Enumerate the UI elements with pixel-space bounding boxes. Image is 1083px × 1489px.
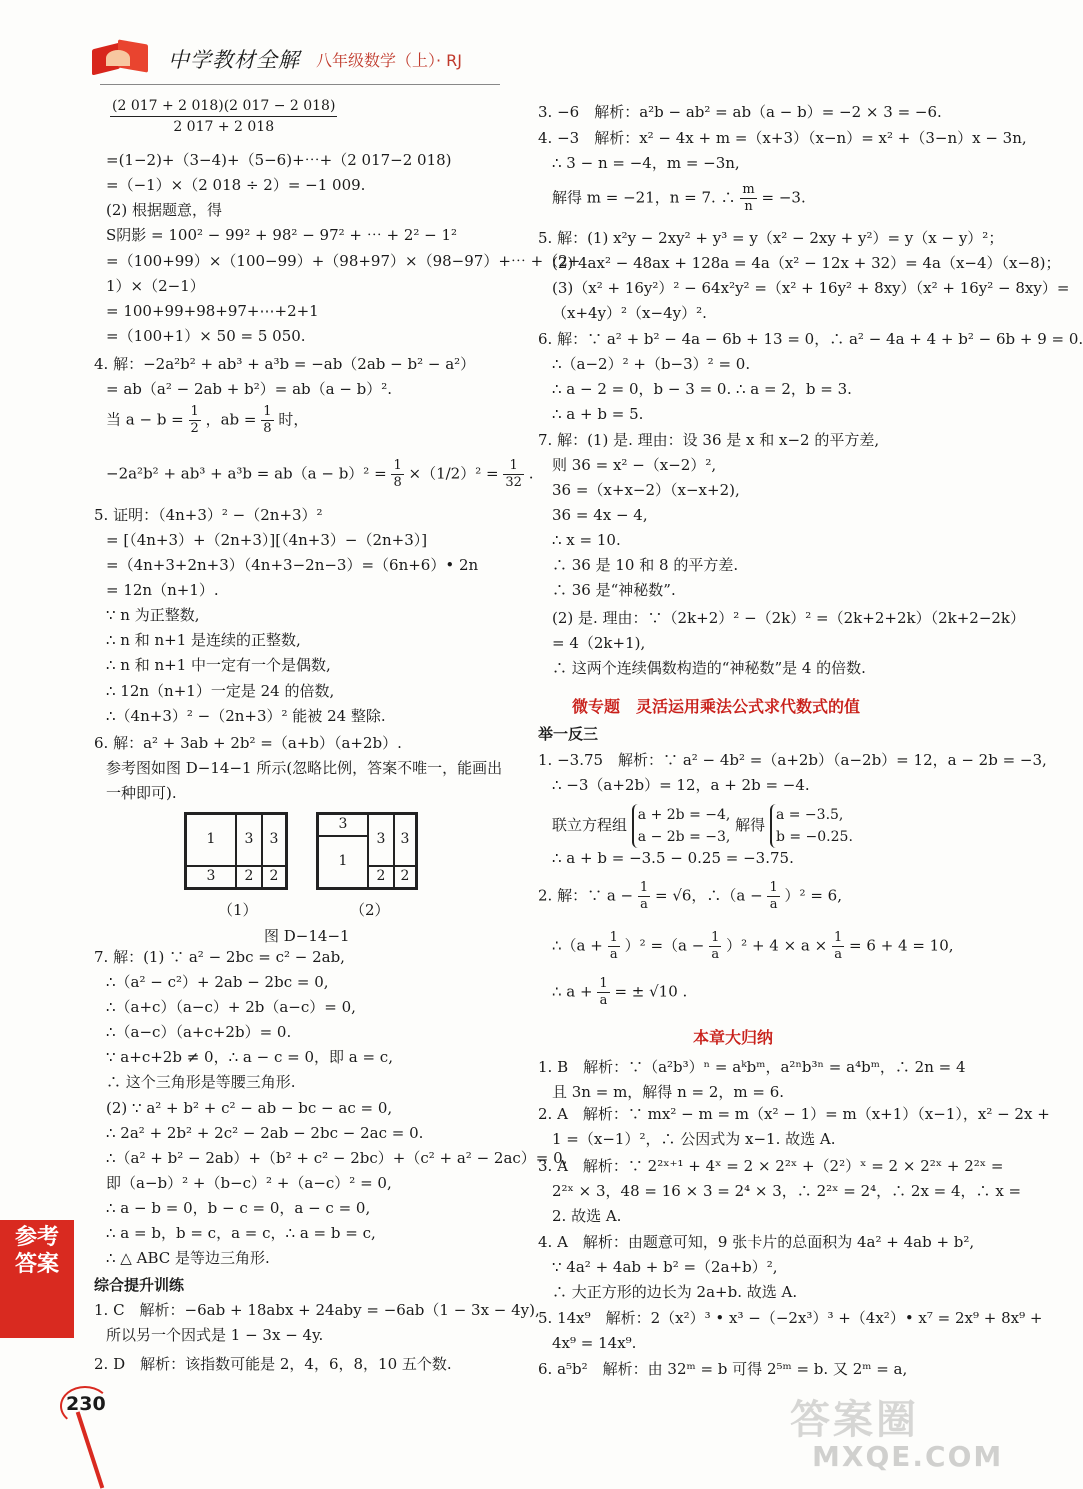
book-title: 中学教材全解 [168, 48, 300, 72]
text-line: ∴ 这两个连续偶数构造的“神秘数”是 4 的倍数. [552, 659, 866, 677]
figure-cell: 3 [186, 866, 236, 888]
figure-cell: 1 [186, 814, 236, 866]
figure-2 [316, 812, 418, 890]
equation-system: 联立方程组 a + 2b = −4, a − 2b = −3, 解得 a = −3.5, b = −0.25. [538, 804, 853, 848]
text-line: 5. 证明：（4n+3）² −（2n+3）² [94, 506, 323, 524]
text-line: 3. A 解析：∵ 2²ˣ⁺¹ + 4ˣ = 2 × 2²ˣ +（2²）ˣ = 2 × 2²ˣ + 2²ˣ = [538, 1157, 1004, 1175]
fraction-line: ∴ a + $\frac{1}{a}$ = ± √10 . [552, 976, 688, 1008]
text-line: 1 =（x−1）²，∴ 公因式为 x−1. 故选 A. [552, 1130, 836, 1148]
text-line: 4. −3 解析：x² − 4x + m =（x+3）（x−n）= x² +（3−n）x − 3n, [538, 129, 1027, 147]
text-line: ∴ a + b = 5. [552, 405, 644, 423]
fraction-line: 2. 解：∵ a − $\frac{1}{a}$ = √6，∴（a − $\frac{1}{a}$ ）² = 6, [538, 880, 842, 912]
text-line: = 4（2k+1), [552, 634, 646, 652]
text-line: ∴ x = 10. [552, 531, 621, 549]
text-line: 6. 解：a² + 3ab + 2b² =（a+b）（a+2b）. [94, 734, 402, 752]
figure-cell: 3 [394, 814, 416, 866]
page-header [0, 0, 1000, 90]
fraction-line: 当 a − b = $\frac{1}{2}$ ，ab = $\frac{1}{8}$ 时， [106, 404, 309, 436]
text-line: 2. A 解析：∵ mx² − m = m（x² − 1）= m（x+1）（x−1），x² − 2x + [538, 1105, 1050, 1123]
text-line: 且 3n = m，解得 n = 2，m = 6. [552, 1083, 785, 1101]
text-line: 4x⁹ = 14x⁹. [552, 1334, 637, 1352]
chapter-summary-title: 本章大归纳 [693, 1028, 774, 1047]
text-line: 则 36 = x² −（x−2）², [552, 456, 717, 474]
text-line: (2) 是. 理由：∵（2k+2）² −（2k）² =（2k+2+2k）（2k+2−2k） [552, 609, 1026, 627]
text-line: = 12n（n+1）. [106, 581, 219, 599]
section-heading: 综合提升训练 [94, 1276, 185, 1294]
text-line: ∴ a + b = −3.5 − 0.25 = −3.75. [552, 849, 794, 867]
figure-cell: 3 [318, 814, 368, 836]
micro-topic-title: 微专题 灵活运用乘法公式求代数式的值 [572, 697, 861, 716]
text-line: ∴ a − b = 0，b − c = 0，a − c = 0, [106, 1199, 371, 1217]
text-line: 即（a−b）² +（b−c）² +（a−c）² = 0, [106, 1174, 392, 1192]
text-line: 所以另一个因式是 1 − 3x − 4y. [106, 1326, 324, 1344]
text-line: 2²ˣ × 3，48 = 16 × 3 = 2⁴ × 3，∴ 2²ˣ = 2⁴，∴ 2x = 4，∴ x = [552, 1182, 1022, 1200]
text-line: ∴ a = b，b = c，a = c，∴ a = b = c, [106, 1224, 376, 1242]
text-line: 2. D 解析：该指数可能是 2，4，6，8，10 五个数. [94, 1355, 452, 1373]
text-line: ∴ n 和 n+1 是连续的正整数, [106, 631, 301, 649]
text-line: =(1−2)+（3−4)+（5−6)+⋯+（2 017−2 018) [106, 151, 452, 169]
text-line: 5. 14x⁹ 解析：2（x²）³ • x³ −（−2x³）³ +（4x²）• x⁷ = 2x⁹ + 8x⁹ + [538, 1309, 1043, 1327]
text-line: 36 =（x+x−2）（x−x+2), [552, 481, 740, 499]
text-line: 7. 解：(1) 是. 理由：设 36 是 x 和 x−2 的平方差, [538, 431, 880, 449]
text-line: ∴（a−2）² +（b−3）² = 0. [552, 355, 751, 373]
text-line: =（100+99）×（100−99）+（98+97）×（98−97）+⋯ +（2+ [106, 252, 581, 270]
figure-label: （1） [218, 901, 258, 919]
fraction-numerator: (2 017 + 2 018)(2 017 − 2 018) [110, 96, 337, 117]
text-line: 6. a⁵b² 解析：由 32ᵐ = b 可得 2⁵ᵐ = b. 又 2ᵐ = a, [538, 1360, 908, 1378]
text-line: ∴ a − 2 = 0，b − 3 = 0. ∴ a = 2，b = 3. [552, 380, 852, 398]
figure-cell: 3 [262, 814, 286, 866]
fraction-line: ∴（a + $\frac{1}{a}$ ）² =（a − $\frac{1}{a}$ ）² + 4 × a × $\frac{1}{a}$ = 6 + 4 = 10, [552, 930, 954, 962]
header-divider [100, 84, 500, 85]
reference-answer-label: 参考答案 [14, 1225, 59, 1277]
text-line: = 100+99+98+97+⋯+2+1 [106, 302, 319, 320]
text-line: ∴ 36 是 10 和 8 的平方差. [552, 556, 739, 574]
text-line: =（4n+3+2n+3）（4n+3−2n−3）=（6n+6）• 2n [106, 556, 479, 574]
watermark-url: MXQE.COM [812, 1440, 1004, 1473]
text-line: 7. 解：(1) ∵ a² − 2bc = c² − 2ab, [94, 948, 345, 966]
text-line: ∴ 这个三角形是等腰三角形. [106, 1073, 296, 1091]
book-logo-icon [92, 40, 152, 76]
figure-cell: 3 [236, 814, 262, 866]
text-line: 4. A 解析：由题意可知，9 张卡片的总面积为 4a² + 4ab + b², [538, 1233, 975, 1251]
figure-label: （2） [350, 901, 390, 919]
text-line: ∴（4n+3）² −（2n+3）² 能被 24 整除. [106, 707, 386, 725]
text-line: 2. 故选 A. [552, 1207, 622, 1225]
text-line: (2) ∵ a² + b² + c² − ab − bc − ac = 0, [106, 1099, 393, 1117]
grade-label: 八年级数学（上）· RJ [316, 51, 463, 70]
text-line: ∴ 12n（n+1）一定是 24 的倍数, [106, 682, 335, 700]
text-line: ∵ n 为正整数, [106, 606, 200, 624]
text-line: ∴（a−c）（a+c+2b）= 0. [106, 1023, 292, 1041]
text-line: 5. 解：(1) x²y − 2xy² + y³ = y（x² − 2xy + y²）= y（x − y）²； [538, 229, 1004, 247]
section-heading: 举一反三 [538, 725, 599, 743]
text-line: ∴ n 和 n+1 中一定有一个是偶数, [106, 656, 331, 674]
text-line: ∴（a+c）（a−c）+ 2b（a−c）= 0, [106, 998, 356, 1016]
text-line: 6. 解：∵ a² + b² − 4a − 6b + 13 = 0，∴ a² − 4a + 4 + b² − 6b + 9 = 0. [538, 330, 1083, 348]
text-line: ∴ 2a² + 2b² + 2c² − 2ab − 2bc − 2ac = 0. [106, 1124, 424, 1142]
text-line: 1）×（2−1） [106, 277, 205, 295]
text-line: (2) 4ax² − 48ax + 128a = 4a（x² − 12x + 32）= 4a（x−4）（x−8)； [552, 254, 1061, 272]
text-line: (2) 根据题意，得 [106, 201, 223, 219]
text-line: 参考图如图 D−14−1 所示(忽略比例，答案不唯一，能画出 [106, 759, 503, 777]
text-line: 3. −6 解析：a²b − ab² = ab（a − b）= −2 × 3 = −6. [538, 103, 942, 121]
fraction-line: −2a²b² + ab³ + a³b = ab（a − b）² = $\frac{1}{8}$ ×（1/2）² = $\frac{1}{32}$ . [106, 458, 534, 490]
text-line: （x+4y）²（x−4y）². [552, 304, 707, 322]
fraction-expression [110, 96, 337, 137]
figure-1 [184, 812, 288, 890]
text-line: ∴（a² + b² − 2ab）+（b² + c² − 2bc）+（c² + a² − 2ac）= 0, [106, 1149, 568, 1167]
text-line: =（−1）×（2 018 ÷ 2）= −1 009. [106, 176, 366, 194]
fraction-line: 解得 m = −21，n = 7. ∴ $\frac{m}{n}$ = −3. [552, 182, 806, 214]
text-line: ∵ 4a² + 4ab + b² =（2a+b）², [552, 1258, 778, 1276]
figure-cell: 2 [368, 866, 394, 888]
text-line: = ab（a² − 2ab + b²）= ab（a − b）². [106, 380, 393, 398]
text-line: S阴影 = 100² − 99² + 98² − 97² + ⋯ + 2² − 1² [106, 226, 458, 244]
text-line: ∴ △ ABC 是等边三角形. [106, 1249, 270, 1267]
figure-cell: 2 [262, 866, 286, 888]
fraction-denominator: 2 017 + 2 018 [173, 119, 275, 135]
text-line: ∴ 36 是“神秘数”. [552, 581, 676, 599]
text-line: 一种即可). [106, 784, 177, 802]
page-number: 230 [66, 1393, 106, 1415]
text-line: ∵ a+c+2b ≠ 0，∴ a − c = 0，即 a = c, [106, 1048, 393, 1066]
text-line: 1. B 解析：∵（a²b³）ⁿ = aᵏbᵐ，a²ⁿb³ⁿ = a⁴bᵐ，∴ 2n = 4 [538, 1058, 966, 1076]
figure-cell: 1 [318, 836, 368, 888]
text-line: 36 = 4x − 4, [552, 506, 648, 524]
text-line: 4. 解：−2a²b² + ab³ + a³b = −ab（2ab − b² − a²） [94, 355, 476, 373]
text-line: 1. −3.75 解析：∵ a² − 4b² =（a+2b）（a−2b）= 12，a − 2b = −3, [538, 751, 1047, 769]
figure-cell: 3 [368, 814, 394, 866]
text-line: =（100+1）× 50 = 5 050. [106, 327, 306, 345]
figure-cell: 2 [394, 866, 416, 888]
text-line: 1. C 解析：−6ab + 18abx + 24aby = −6ab（1 − 3x − 4y), [94, 1301, 540, 1319]
text-line: (3)（x² + 16y²）² − 64x²y² =（x² + 16y² + 8xy）（x² + 16y² − 8xy）= [552, 279, 1070, 297]
text-line: ∴（a² − c²）+ 2ab − 2bc = 0, [106, 973, 329, 991]
text-line: ∴ 3 − n = −4，m = −3n, [552, 154, 740, 172]
text-line: ∴ 大正方形的边长为 2a+b. 故选 A. [552, 1283, 798, 1301]
watermark-logo: 答案圈 [790, 1397, 919, 1443]
figure-cell: 2 [236, 866, 262, 888]
figure-caption: 图 D−14−1 [264, 927, 350, 945]
text-line: = [（4n+3）+（2n+3）][（4n+3）−（2n+3）] [106, 531, 428, 549]
text-line: ∴ −3（a+2b）= 12，a + 2b = −4. [552, 776, 810, 794]
